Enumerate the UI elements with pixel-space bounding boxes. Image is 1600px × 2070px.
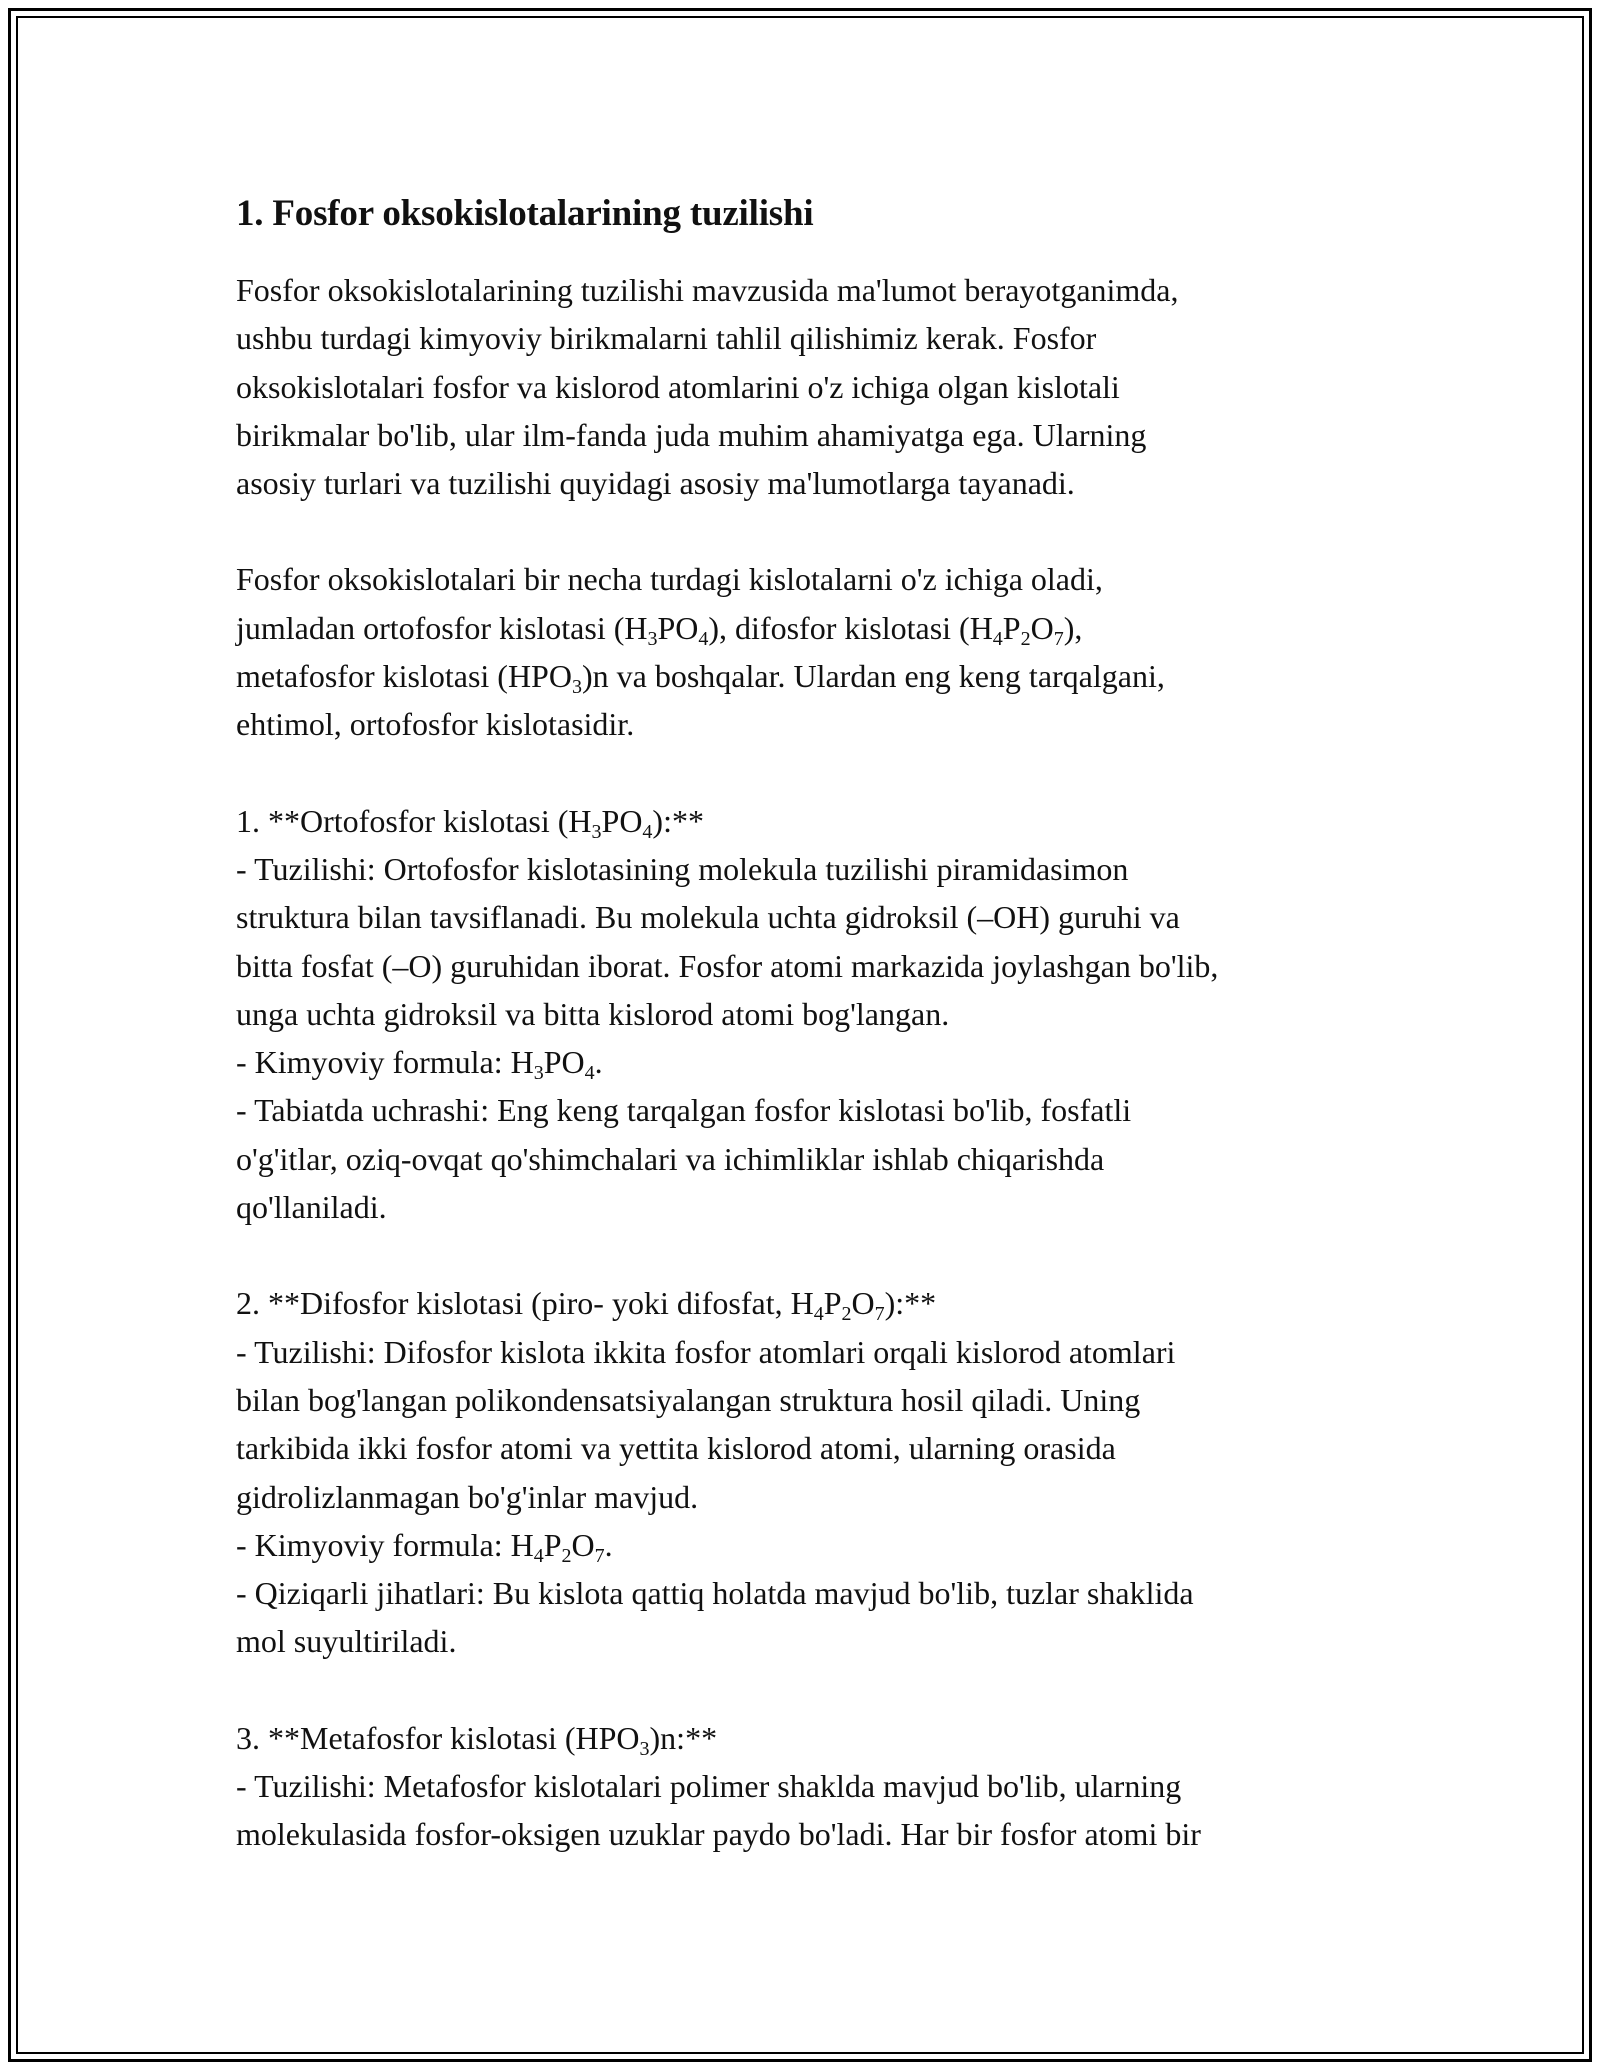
- formula-subscript: 4: [533, 1544, 544, 1567]
- formula-subscript: 3: [571, 676, 582, 699]
- item-1-title-start: 1. **Ortofosfor kislotasi (: [236, 802, 569, 839]
- formula-symbol: HPO: [507, 658, 572, 695]
- formula-subscript: 2: [1020, 627, 1031, 650]
- formula-h4p2o7: [510, 1526, 605, 1567]
- item-2-structure: - Tuzilishi: Difosfor kislota ikkita fosfor atomlari orqali kislorod atomlari bilan bog'langan polikondensatsiyalangan struktura hosil qiladi. Uning tarkibida ikki fosfor atomi va yettita kislorod atomi, ularning orasida gidrolizlanmagan bo'g'inlar mavjud.: [236, 1333, 1176, 1515]
- formula-subscript: 7: [1053, 627, 1064, 650]
- formula-subscript: 2: [561, 1544, 572, 1567]
- formula-symbol: PO: [543, 1044, 585, 1081]
- formula-h4p2o7: [969, 609, 1064, 650]
- formula-symbol: O: [571, 1526, 595, 1563]
- acid-types-paragraph: [236, 555, 1396, 748]
- item-3-structure: - Tuzilishi: Metafosfor kislotalari polimer shaklda mavjud bo'lib, ularning molekulasida fosfor-oksigen uzuklar paydo bo'ladi. Har bir fosfor atomi bir: [236, 1768, 1201, 1853]
- document-body: [236, 190, 1396, 1859]
- formula-symbol: H: [568, 802, 592, 839]
- formula-hpo3: [507, 658, 582, 699]
- formula-symbol: P: [543, 1526, 562, 1563]
- paragraph-gap: [236, 1666, 1396, 1714]
- item-2-formula-label: - Kimyoviy formula:: [236, 1526, 511, 1563]
- formula-subscript: 4: [584, 1062, 595, 1085]
- types-line-2-middle: ), difosfor kislotasi (: [708, 609, 970, 646]
- item-1-nature: - Tabiatda uchrashi: Eng keng tarqalgan fosfor kislotasi bo'lib, fosfatli o'g'itlar, oziq-ovqat qo'shimchalari va ichimliklar ishlab chiqarishda qo'llaniladi.: [236, 1092, 1132, 1226]
- formula-symbol: H: [510, 1526, 534, 1563]
- formula-subscript: 3: [647, 627, 658, 650]
- formula-subscript: 4: [992, 627, 1003, 650]
- item-3-metaphosphoric: [236, 1714, 1396, 1859]
- formula-subscript: 7: [594, 1544, 605, 1567]
- formula-symbol: H: [969, 609, 993, 646]
- paragraph-gap: [236, 507, 1396, 555]
- paragraph-gap: [236, 749, 1396, 797]
- item-2-title-start: 2. **Difosfor kislotasi (piro- yoki difosfat,: [236, 1285, 791, 1322]
- item-2-formula-end: .: [604, 1526, 613, 1563]
- formula-symbol: P: [823, 1285, 842, 1322]
- formula-symbol: PO: [601, 802, 643, 839]
- item-3-title-start: 3. **Metafosfor kislotasi (: [236, 1719, 576, 1756]
- formula-symbol: H: [510, 1044, 534, 1081]
- paragraph-gap: [236, 1231, 1396, 1279]
- item-1-title-end: ):**: [652, 802, 704, 839]
- types-line-2-start: jumladan ortofosfor kislotasi (: [236, 609, 625, 646]
- formula-subscript: 3: [639, 1737, 650, 1760]
- formula-symbol: PO: [657, 609, 699, 646]
- item-2-diphosphoric: [236, 1279, 1396, 1665]
- formula-subscript: 2: [841, 1303, 852, 1326]
- item-1-structure: - Tuzilishi: Ortofosfor kislotasining molekula tuzilishi piramidasimon struktura bilan tavsiflanadi. Bu molekula uchta gidroksil (–OH) guruhi va bitta fosfat (–O) guruhidan iborat. Fosfor atomi markazida joylashgan bo'lib, unga uchta gidroksil va bitta kislorod atomi bog'langan.: [236, 850, 1219, 1032]
- item-3-title-end: )n:**: [649, 1719, 718, 1756]
- formula-symbol: P: [1002, 609, 1021, 646]
- formula-h3po4: [568, 802, 653, 843]
- formula-subscript: 4: [698, 627, 709, 650]
- formula-subscript: 3: [533, 1062, 544, 1085]
- types-line-3-start: metafosfor kislotasi (: [236, 658, 508, 695]
- section-heading: 1. Fosfor oksokislotalarining tuzilishi: [236, 193, 814, 234]
- formula-subscript: 4: [642, 820, 653, 843]
- types-line-2-end: ),: [1063, 609, 1083, 646]
- formula-subscript: 7: [874, 1303, 885, 1326]
- types-line-4: ehtimol, ortofosfor kislotasidir.: [236, 706, 635, 743]
- item-2-interesting: - Qiziqarli jihatlari: Bu kislota qattiq holatda mavjud bo'lib, tuzlar shaklida mol suyultiriladi.: [236, 1575, 1194, 1660]
- formula-subscript: 3: [591, 820, 602, 843]
- intro-paragraph: Fosfor oksokislotalarining tuzilishi mavzusida ma'lumot berayotganimda, ushbu turdagi kimyoviy birikmalarni tahlil qilishimiz kerak. Fosfor oksokislotalari fosfor va kislorod atomlarini o'z ichiga olgan kislotali birikmalar bo'lib, ular ilm-fanda juda muhim ahamiyatga ega. Ularning asosiy turlari va tuzilishi quyidagi asosiy ma'lumotlarga tayanadi.: [236, 272, 1179, 502]
- formula-h4p2o7: [790, 1285, 885, 1326]
- item-2-title-end: ):**: [884, 1285, 937, 1322]
- types-line-3-end: )n va boshqalar. Ulardan eng keng tarqalgani,: [581, 658, 1165, 695]
- formula-subscript: 4: [813, 1303, 824, 1326]
- formula-symbol: O: [1030, 609, 1054, 646]
- formula-symbol: H: [790, 1285, 814, 1322]
- formula-h3po4: [510, 1044, 595, 1085]
- formula-hpo3: [575, 1719, 650, 1760]
- formula-symbol: H: [624, 609, 648, 646]
- item-1-orthophosphoric: [236, 797, 1396, 1232]
- formula-h3po4: [624, 609, 709, 650]
- types-line-1: Fosfor oksokislotalari bir necha turdagi kislotalarni o'z ichiga oladi,: [236, 561, 1103, 598]
- formula-symbol: O: [851, 1285, 875, 1322]
- item-1-formula-label: - Kimyoviy formula:: [236, 1044, 511, 1081]
- item-1-formula-end: .: [594, 1044, 603, 1081]
- formula-symbol: HPO: [575, 1719, 640, 1756]
